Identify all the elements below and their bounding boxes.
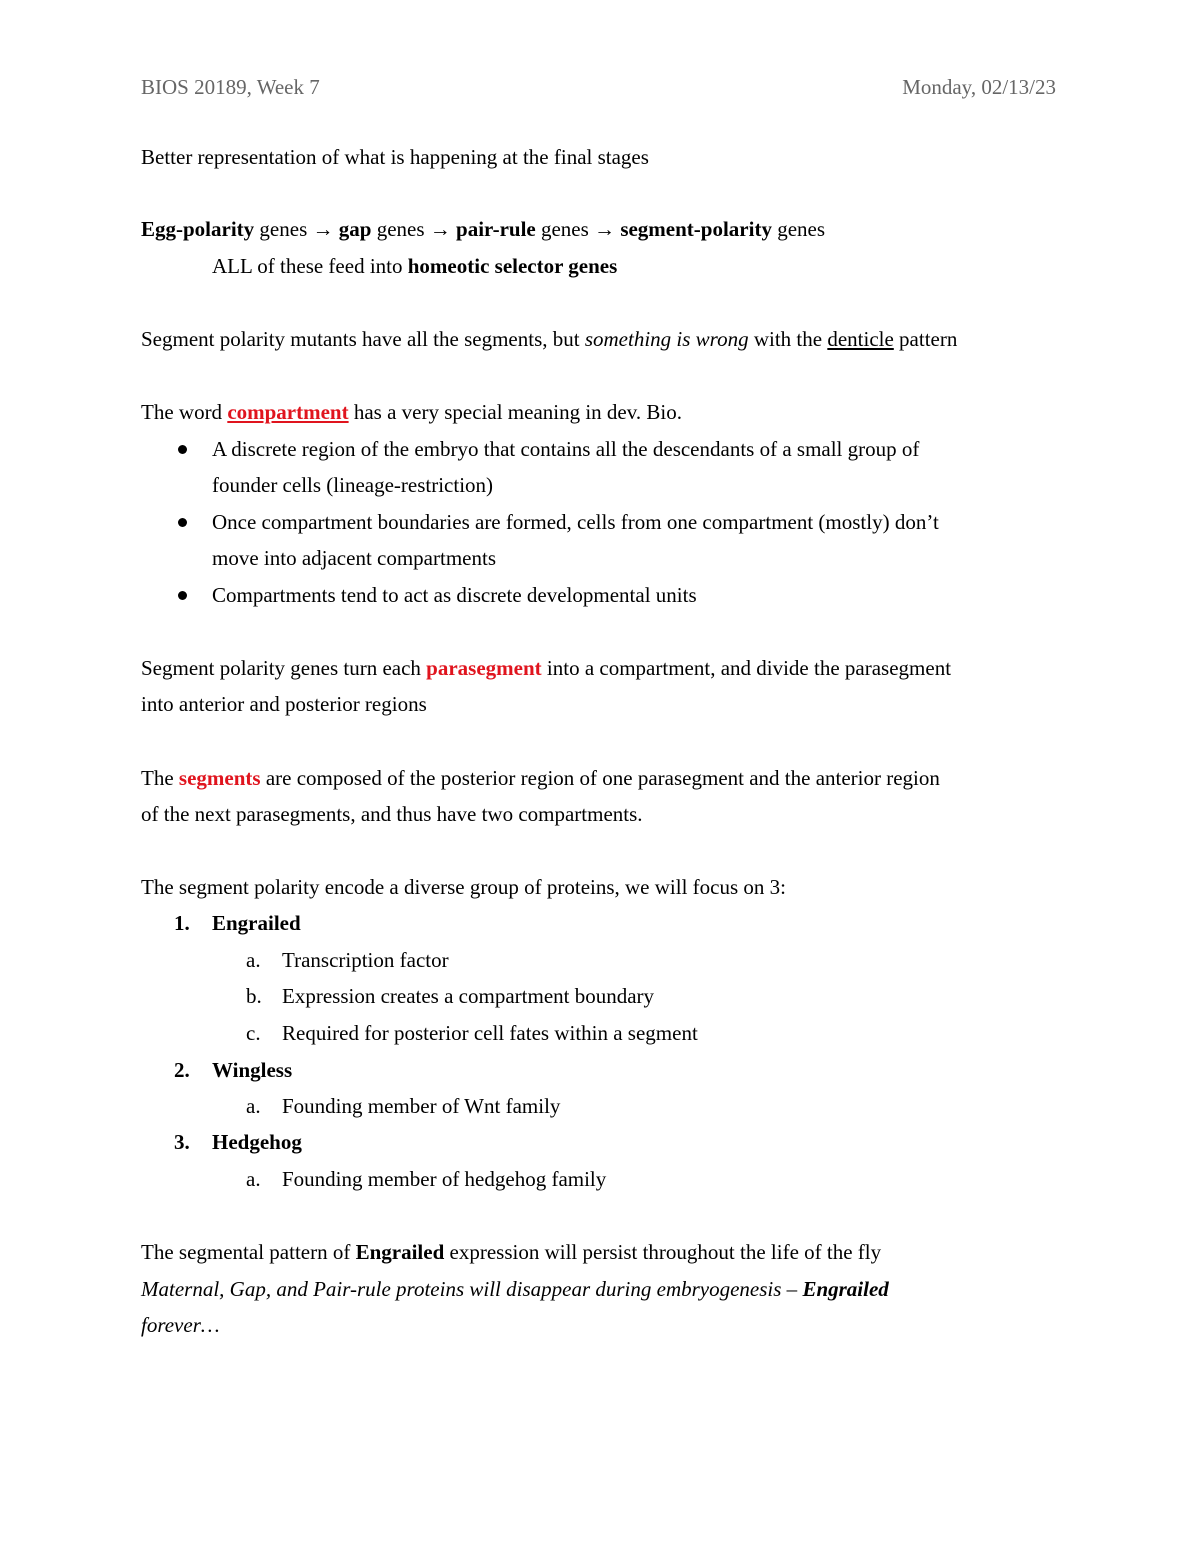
sub-letter: c.: [246, 1021, 261, 1045]
list-number: 3.: [174, 1130, 190, 1154]
engrailed-heading: Engrailed: [212, 911, 301, 935]
homeotic-term: homeotic selector genes: [407, 254, 618, 278]
sub-letter: b.: [246, 984, 262, 1008]
egg-polarity-term: Egg-polarity: [141, 217, 255, 241]
header-course: BIOS 20189, Week 7: [141, 75, 320, 99]
pair-rule-term: pair-rule: [456, 217, 536, 241]
list-number: 1.: [174, 911, 190, 935]
bullet-2-line-1: Once compartment boundaries are formed, cells from one compartment (mostly) don’t: [212, 510, 939, 534]
cascade-text: genes →: [371, 217, 457, 241]
closing-line-3: forever…: [141, 1313, 220, 1337]
hedgehog-heading: Hedgehog: [212, 1130, 302, 1154]
gap-term: gap: [338, 217, 372, 241]
mutants-text: with the: [748, 327, 828, 351]
segments-line-2: of the next parasegments, and thus have two compartments.: [141, 802, 643, 826]
segments-line-1: [141, 763, 940, 793]
parasegment-text: Segment polarity genes turn each: [141, 656, 427, 680]
engrailed-sub-a: Transcription factor: [282, 948, 449, 972]
closing-text: expression will persist throughout the life of the fly: [444, 1240, 882, 1264]
hedgehog-sub-a: Founding member of hedgehog family: [282, 1167, 607, 1191]
mutants-line: [141, 324, 957, 354]
compartment-line: [141, 397, 682, 427]
engrailed-sub-b: Expression creates a compartment boundary: [282, 984, 655, 1008]
wingless-sub-a: Founding member of Wnt family: [282, 1094, 561, 1118]
intro-line: Better representation of what is happening at the final stages: [141, 145, 649, 169]
sub-letter: a.: [246, 1167, 261, 1191]
engrailed-forever-term: Engrailed: [802, 1277, 889, 1301]
closing-line-2: [141, 1274, 889, 1304]
parasegment-line-1: [141, 653, 951, 683]
engrailed-term: Engrailed: [355, 1240, 445, 1264]
closing-italic-text: Maternal, Gap, and Pair-rule proteins will disappear during embryogenesis –: [141, 1277, 803, 1301]
cascade-text: genes: [771, 217, 826, 241]
parasegment-term: parasegment: [426, 656, 542, 680]
segments-text: are composed of the posterior region of one parasegment and the anterior region: [260, 766, 940, 790]
sub-letter: a.: [246, 948, 261, 972]
feed-text: ALL of these feed into: [212, 254, 408, 278]
wingless-heading: Wingless: [212, 1058, 293, 1082]
closing-line-1: [141, 1237, 881, 1267]
closing-text: The segmental pattern of: [141, 1240, 356, 1264]
mutants-text: Segment polarity mutants have all the segments, but: [141, 327, 585, 351]
mutants-italic: something is wrong: [584, 327, 749, 351]
bullet-1-line-2: founder cells (lineage-restriction): [212, 473, 494, 497]
bullet-3-line-1: Compartments tend to act as discrete developmental units: [212, 583, 697, 607]
denticle-term: denticle: [827, 327, 894, 351]
homeotic-line: [212, 251, 617, 281]
parasegment-line-2: into anterior and posterior regions: [141, 692, 427, 716]
segment-polarity-term: segment-polarity: [620, 217, 772, 241]
compartment-text: has a very special meaning in dev. Bio.: [348, 400, 682, 424]
cascade-text: genes →: [535, 217, 621, 241]
bullet-2-line-2: move into adjacent compartments: [212, 546, 496, 570]
sub-letter: a.: [246, 1094, 261, 1118]
segments-text: The: [141, 766, 179, 790]
cascade-text: genes →: [254, 217, 339, 241]
gene-cascade-line: [141, 214, 825, 244]
bullet-1-line-1: A discrete region of the embryo that contains all the descendants of a small group of: [212, 437, 920, 461]
bullet-icon: [178, 591, 187, 600]
engrailed-sub-c: Required for posterior cell fates within a segment: [282, 1021, 698, 1045]
compartment-term: compartment: [227, 400, 349, 424]
parasegment-text: into a compartment, and divide the parasegment: [541, 656, 952, 680]
bullet-icon: [178, 518, 187, 527]
bullet-icon: [178, 445, 187, 454]
mutants-text: pattern: [893, 327, 958, 351]
list-number: 2.: [174, 1058, 190, 1082]
proteins-intro: The segment polarity encode a diverse group of proteins, we will focus on 3:: [141, 875, 786, 899]
header-date: Monday, 02/13/23: [902, 75, 1056, 99]
segments-term: segments: [178, 766, 261, 790]
compartment-text: The word: [141, 400, 228, 424]
